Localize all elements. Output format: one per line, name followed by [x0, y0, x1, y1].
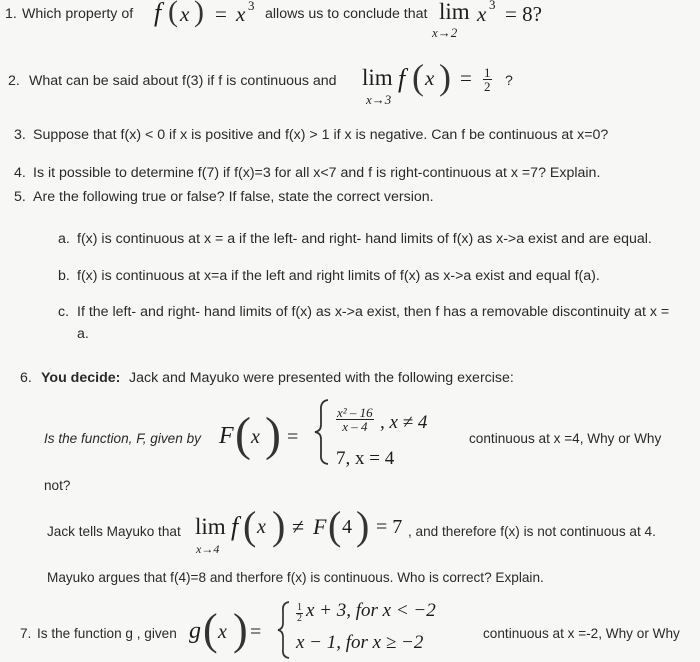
q6-exercise-right: continuous at x =4, Why or Why: [469, 431, 662, 446]
q7-case1: x + 3, for x < −2: [306, 600, 436, 621]
q6-jack-F: F: [313, 514, 327, 539]
q1-result: = 8?: [505, 2, 542, 26]
q7-case-brace: [276, 600, 292, 660]
q7-open-paren: (: [203, 605, 218, 654]
q6-mayuko-text: Mayuko argues that f(4)=8 and therfore f(x) is continuous. Who is correct? Explain.: [47, 570, 544, 585]
q2-lim-subscript: x→3: [366, 92, 392, 107]
q7-case1-frac-num: 1: [297, 602, 302, 613]
q6-jack-close-paren: ): [272, 503, 286, 548]
q1-lim-exponent: 3: [489, 0, 496, 12]
q2-equals: =: [460, 66, 472, 90]
q3-number: 3.: [14, 127, 26, 143]
q2-frac-num: 1: [484, 65, 491, 80]
q5-text: Are the following true or false? If false, state the correct version.: [33, 189, 434, 205]
q1-text: Which property of: [22, 6, 134, 22]
q1-function-f: f: [154, 0, 162, 27]
q1-lim-expr: x: [477, 2, 487, 26]
q7-var: x: [218, 621, 227, 643]
q6-jack-F-open-paren: (: [328, 503, 342, 548]
q2-frac-den: 2: [484, 79, 491, 94]
q2-function-f: f: [398, 64, 406, 93]
q7-case2: x − 1, for x ≥ −2: [296, 632, 424, 653]
q6-text: Jack and Mayuko were presented with the following exercise:: [129, 370, 514, 386]
q6-jack-lim-subscript: x→4: [196, 542, 220, 556]
q6-jack-neq: ≠: [292, 514, 305, 539]
q2-open-paren: (: [412, 57, 424, 97]
q1-close-paren: ): [194, 0, 204, 28]
q2-close-paren: ): [439, 57, 451, 97]
q7-case1-fraction: [296, 603, 303, 624]
q2-number: 2.: [8, 73, 20, 89]
q1-number: 1.: [5, 6, 17, 22]
q6-jack-end: , and therefore f(x) is not continuous at 4.: [408, 524, 656, 539]
q1-equals: =: [215, 2, 227, 26]
q5a-text: f(x) is continuous at x = a if the left- and right- hand limits of f(x) as x->a exist and are equal.: [77, 231, 652, 247]
q6-equals: =: [287, 426, 299, 448]
q5-number: 5.: [14, 189, 26, 205]
q6-case-brace: [313, 397, 331, 467]
q7-function-g: g: [189, 618, 201, 644]
q5b-text: f(x) is continuous at x=a if the left and right limits of f(x) as x->a exist and equal f(a).: [77, 268, 600, 284]
q1-exponent: 3: [248, 0, 255, 13]
q6-jack-var: x: [257, 516, 266, 538]
q5a-label: a.: [58, 231, 70, 247]
q6-case1-den: x – 4: [342, 419, 368, 434]
q7-equals: =: [250, 621, 262, 643]
q2-end: ?: [505, 73, 513, 89]
q6-exercise-text: Is the function, F, given by: [44, 431, 201, 446]
q7-case1-frac-den: 2: [297, 613, 302, 624]
q1-lim: lim: [439, 0, 470, 24]
q2-var: x: [425, 66, 435, 90]
q3-text: Suppose that f(x) < 0 if x is positive and f(x) > 1 if x is negative. Can f be continuous at x=0?: [33, 127, 609, 143]
q6-jack-arg: 4: [342, 516, 352, 538]
q1-var: x: [180, 2, 190, 26]
q2-lim: lim: [362, 65, 393, 90]
q6-jack-text: Jack tells Mayuko that: [47, 524, 181, 539]
q6-case2: 7, x = 4: [336, 448, 395, 469]
q7-text: Is the function g , given: [37, 626, 177, 641]
q2-text: What can be said about f(3) if f is continuous and: [29, 73, 337, 89]
q6-case1-num: x² – 16: [337, 405, 373, 420]
q6-var: x: [251, 426, 260, 448]
q6-jack-f: f: [231, 512, 239, 541]
q2-fraction: [483, 66, 492, 93]
q5c-text: If the left- and right- hand limits of f(x) as x->a exist, then f has a removable discontinuity at x =: [77, 304, 670, 320]
q6-function-F: F: [219, 423, 234, 449]
q7-number: 7.: [20, 626, 32, 641]
q6-jack-equals: = 7: [376, 516, 403, 538]
q7-close-paren: ): [233, 605, 248, 654]
q1-rhs: x: [236, 2, 246, 26]
q1-mid-text: allows us to conclude that: [265, 6, 428, 22]
q4-text: Is it possible to determine f(7) if f(x)=3 for all x<7 and f is right-continuous at x =7? Explain.: [33, 165, 601, 181]
q6-case1-condition: , x ≠ 4: [380, 412, 428, 433]
q1-lim-subscript: x→2: [432, 25, 458, 40]
q6-jack-lim: lim: [195, 514, 226, 539]
q1-open-paren: (: [168, 0, 178, 28]
q6-open-paren: (: [235, 408, 251, 461]
q6-close-paren: ): [265, 408, 281, 461]
q7-right-text: continuous at x =-2, Why or Why: [483, 626, 680, 641]
q5c-continuation: a.: [77, 326, 89, 342]
q6-jack-F-close-paren: ): [356, 503, 370, 548]
q6-bold-label: You decide:: [41, 370, 121, 386]
q6-exercise-not: not?: [44, 478, 71, 493]
q5c-label: c.: [58, 304, 70, 320]
q4-number: 4.: [14, 165, 26, 181]
q6-case1-fraction: [336, 406, 374, 433]
q5b-label: b.: [58, 268, 70, 284]
q6-jack-open-paren: (: [243, 503, 257, 548]
q6-number: 6.: [20, 370, 32, 386]
